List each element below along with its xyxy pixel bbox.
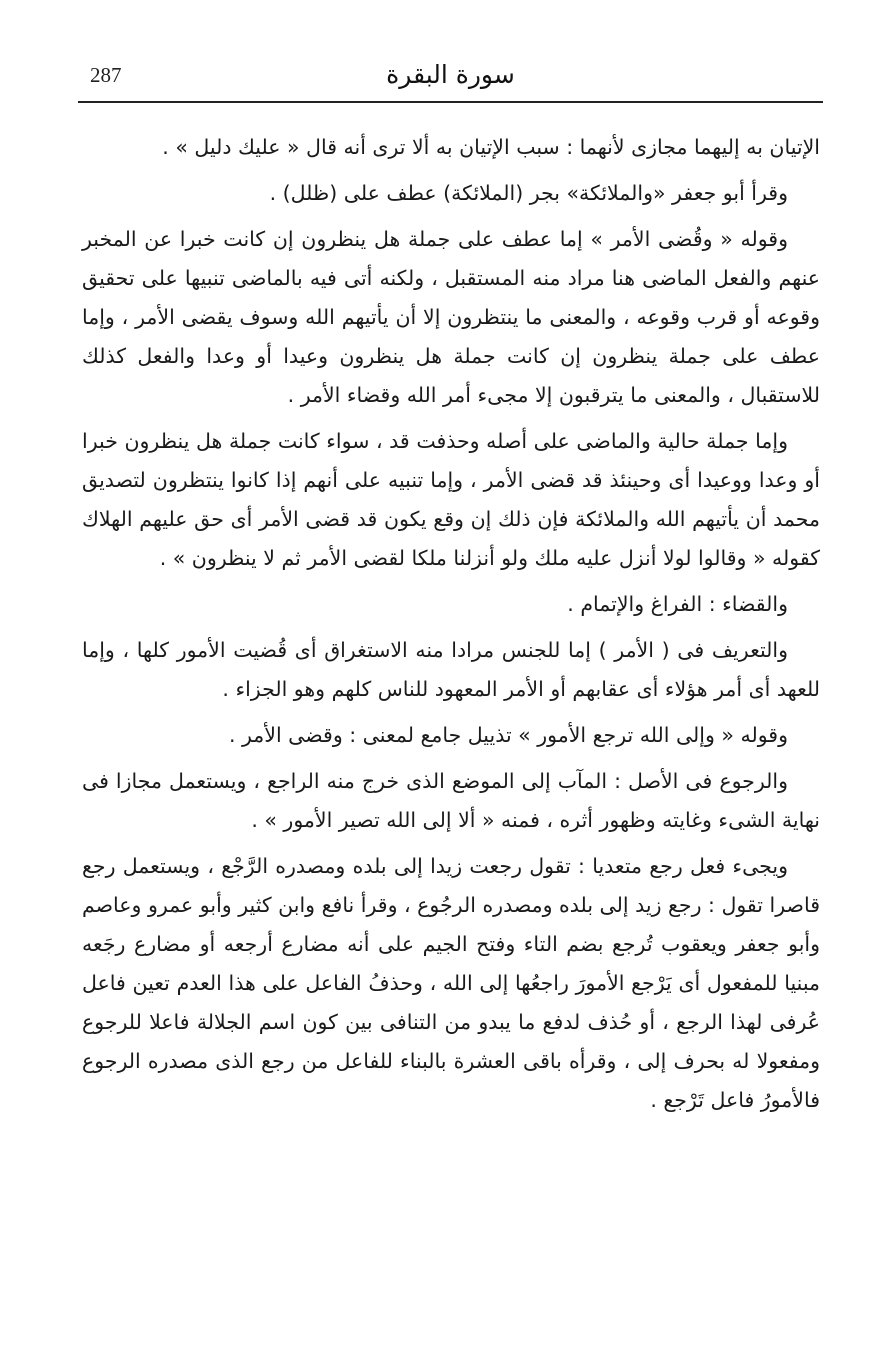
header-rule — [78, 101, 823, 103]
body-text — [82, 128, 820, 1127]
paragraph: والتعريف فى ( الأمر ) إما للجنس مرادا منه الاستغراق أى قُضيت الأمور كلها ، وإما للعهد أى أمر هؤلاء أى عقابهم أو الأمر المعهود للناس كلهم وهو الجزاء . — [82, 638, 820, 701]
paragraph: الإتيان به إليهما مجازى لأنهما : سبب الإتيان به ألا ترى أنه قال « عليك دليل » . — [162, 135, 820, 159]
paragraph: ويجىء فعل رجع متعديا : تقول رجعت زيدا إلى بلده ومصدره الرَّجْع ، ويستعمل رجع قاصرا تقول : رجع زيد إلى بلده ومصدره الرجُوع ، وقرأ نافع وابن كثير وأبو عمرو وعاصم وأبو جعفر ويعقوب تُرجع بضم التاء وفتح الجيم على أنه مضارع أرجعه أو مضارع رجَعه مبنيا للمفعول أى يَرْجع الأمورَ راجعُها إلى الله ، وحذفُ الفاعل على هذا العدم تعين فاعل عُرفى لهذا الرجع ، أو حُذف لدفع ما يبدو من التنافى بين كون اسم الجلالة فاعلا للرجوع ومفعولا له بحرف إلى ، وقرأه باقى العشرة بالبناء للفاعل من رجع الذى مصدره الرجوع فالأمورُ فاعل تَرْجع . — [82, 854, 820, 1112]
paragraph: وإما جملة حالية والماضى على أصله وحذفت قد ، سواء كانت جملة هل ينظرون خبرا أو وعدا ووعيدا أى وحينئذ قد قضى الأمر ، وإما تنبيه على أنهم إذا كانوا ينتظرون لتصديق محمد أن يأتيهم الله والملائكة فإن ذلك إن وقع يكون قد قضى الأمر أى حق عليهم الهلاك كقوله « وقالوا لولا أنزل عليه ملك ولو أنزلنا ملكا لقضى الأمر ثم لا ينظرون » . — [82, 429, 820, 570]
paragraph: والرجوع فى الأصل : المآب إلى الموضع الذى خرج منه الراجع ، ويستعمل مجازا فى نهاية الشىء وغايته وظهور أثره ، فمنه « ألا إلى الله تصير الأمور » . — [82, 769, 820, 832]
page-number: 287 — [90, 63, 122, 87]
paragraph: والقضاء : الفراغ والإتمام . — [567, 592, 788, 616]
running-title: سورة البقرة — [386, 60, 515, 89]
page-header — [78, 55, 823, 99]
paragraph: وقرأ أبو جعفر «والملائكة» بجر (الملائكة) عطف على (ظلل) . — [269, 181, 788, 205]
paragraph: وقوله « وإلى الله ترجع الأمور » تذييل جامع لمعنى : وقضى الأمر . — [228, 723, 788, 747]
paragraph: وقوله « وقُضى الأمر » إما عطف على جملة هل ينظرون إن كانت خبرا عن المخبر عنهم والفعل الماضى هنا مراد منه المستقبل ، ولكنه أتى فيه بالماضى تنبيها على تحقيق وقوعه أو قرب وقوعه ، والمعنى ما ينتظرون إلا أن يأتيهم الله وسوف يقضى الأمر ، وإما عطف على جملة ينظرون إن كانت جملة هل ينظرون وعيدا أو وعدا والفعل كذلك للاستقبال ، والمعنى ما يترقبون إلا مجىء أمر الله وقضاء الأمر . — [82, 227, 820, 407]
